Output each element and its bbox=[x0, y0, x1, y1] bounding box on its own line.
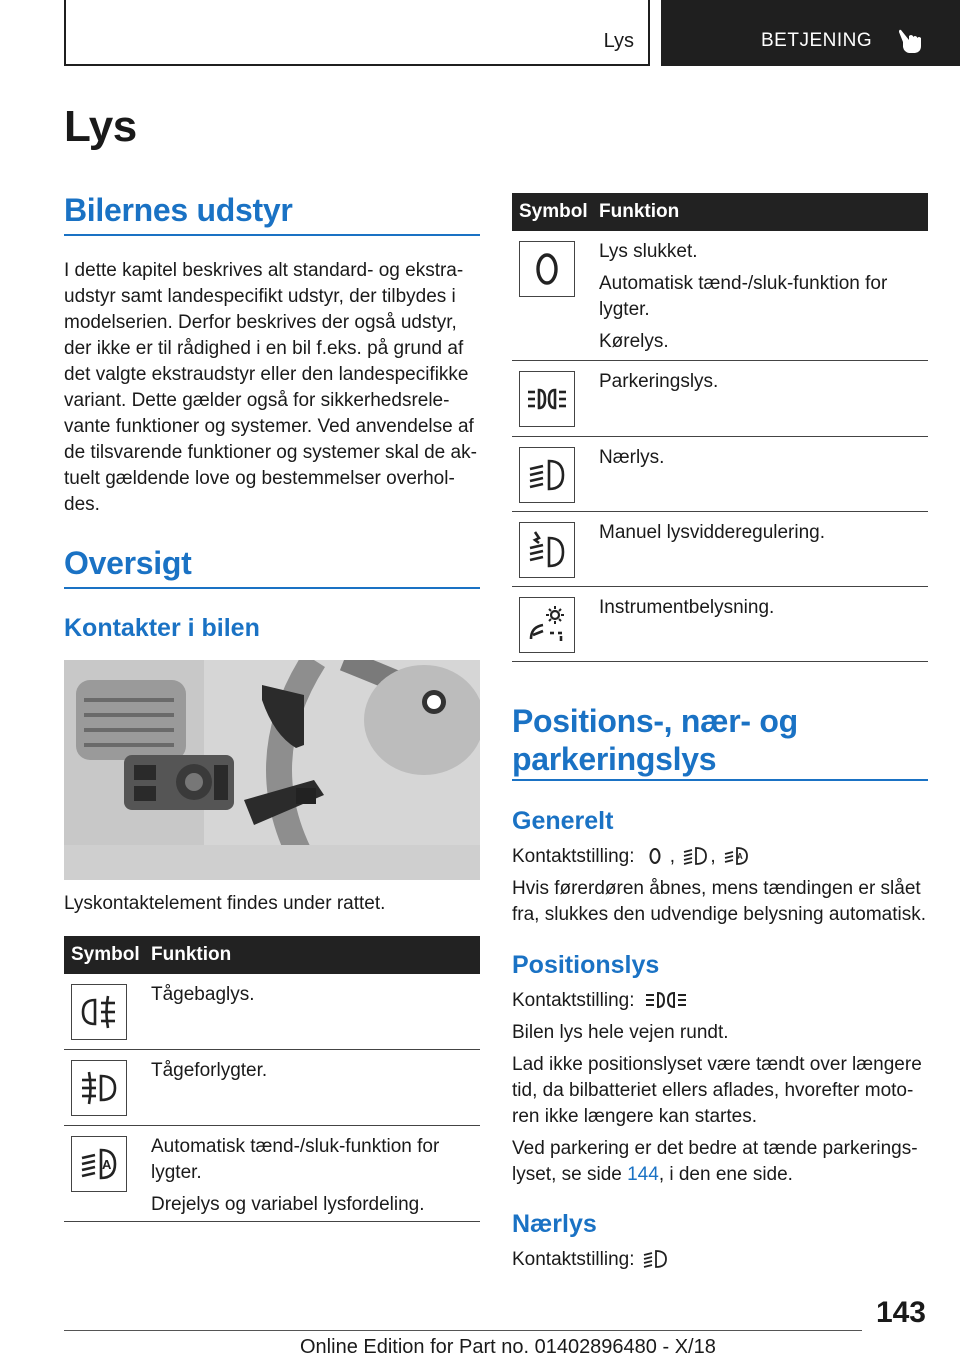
function-text: Tågeforlygter. bbox=[151, 1060, 268, 1081]
auto-headlight-icon bbox=[723, 845, 749, 867]
heading-generelt: Generelt bbox=[512, 807, 614, 835]
rear-fog-light-icon bbox=[71, 984, 127, 1040]
svg-text:A: A bbox=[736, 852, 743, 861]
function-text: Tågebaglys. bbox=[151, 984, 255, 1005]
heading-naerlys: Nærlys bbox=[512, 1210, 597, 1238]
header-section-box bbox=[64, 0, 650, 66]
footer-edition: Online Edition for Part no. 01402896480 - X/18 bbox=[300, 1336, 716, 1358]
positionslys-body bbox=[512, 988, 928, 1194]
svg-text:A: A bbox=[102, 1157, 112, 1172]
heading-positionslys: Positionslys bbox=[512, 951, 660, 979]
table-header bbox=[512, 193, 928, 231]
generelt-text: Hvis førerdøren åbnes, mens tændingen er slået fra, slukkes den udvendige belysning automatisk. bbox=[512, 878, 927, 925]
headlight-range-icon bbox=[519, 522, 575, 578]
table-header bbox=[64, 936, 480, 974]
function-text: Parkeringslys. bbox=[599, 371, 719, 392]
low-beam-icon bbox=[519, 447, 575, 503]
function-text: Lys slukket. bbox=[599, 241, 698, 262]
positionslys-text: Ved parkering er det bedre at tænde parkerings-lyset, se side bbox=[512, 1138, 918, 1185]
separator: , bbox=[669, 846, 676, 867]
footer-rule bbox=[64, 1330, 862, 1331]
col-symbol-header: Symbol bbox=[519, 201, 588, 222]
heading-positions bbox=[512, 702, 798, 778]
function-text: Automatisk tænd-/sluk-funktion for lygter. bbox=[151, 1136, 440, 1183]
front-fog-light-icon bbox=[71, 1060, 127, 1116]
positionslys-text: , i den ene side. bbox=[658, 1164, 793, 1185]
table-row bbox=[512, 361, 928, 437]
heading-rule bbox=[64, 587, 480, 589]
col-function-header: Funktion bbox=[599, 201, 680, 222]
header-section-title: Lys bbox=[603, 30, 634, 52]
heading-rule bbox=[64, 234, 480, 236]
low-beam-icon bbox=[642, 1248, 668, 1270]
function-text: Manuel lysvidderegulering. bbox=[599, 522, 826, 543]
instrument-lighting-icon bbox=[519, 597, 575, 653]
generelt-body bbox=[512, 844, 928, 934]
intro-paragraph: I dette kapitel beskrives alt standard- og ekstra-udstyr samt landespecifikt udstyr, der tilbydes i modelserien. Derfor beskrives der også udstyr, der ikke er til rådighed i en bil f.eks. på grund af det valgte ekstraudstyr eller den landespecifikke variant. Dette gælder også for sikkerhedsrele-vante funktioner og systemer. Ved anvendelse af de tilsvarende funktioner og systemer skal de ak-tuelt gældende love og bestemmelser overhol-des. bbox=[64, 260, 477, 515]
table-row bbox=[512, 587, 928, 662]
separator: , bbox=[710, 846, 716, 867]
function-text: Automatisk tænd-/sluk-funktion for lygter. bbox=[599, 273, 888, 320]
table-row bbox=[512, 437, 928, 512]
zero-position-icon bbox=[519, 241, 575, 297]
col-symbol-header: Symbol bbox=[71, 944, 140, 965]
parking-light-icon bbox=[519, 371, 575, 427]
symbol-table-right bbox=[512, 193, 928, 662]
auto-headlight-icon bbox=[71, 1136, 127, 1192]
kontakt-label: Kontaktstilling: bbox=[512, 846, 635, 867]
heading-line: Positions-, nær- og bbox=[512, 703, 798, 739]
low-beam-icon bbox=[682, 845, 708, 867]
function-text: Nærlys. bbox=[599, 447, 665, 468]
parking-light-icon bbox=[642, 989, 690, 1011]
kontakt-label: Kontaktstilling: bbox=[512, 990, 635, 1011]
header-chapter-box bbox=[661, 0, 960, 66]
function-text: Drejelys og variabel lysfordeling. bbox=[151, 1194, 425, 1215]
function-text: Instrumentbelysning. bbox=[599, 597, 775, 618]
heading-rule bbox=[512, 779, 928, 781]
kontakt-label: Kontaktstilling: bbox=[512, 1249, 635, 1270]
table-row bbox=[64, 1050, 480, 1126]
naerlys-body bbox=[512, 1247, 928, 1279]
positionslys-text: Lad ikke positionslyset være tændt over længere tid, da bilbatteriet ellers aflades, hvorefter moto-ren ikke længere kan startes. bbox=[512, 1054, 922, 1127]
heading-oversigt: Oversigt bbox=[64, 545, 192, 581]
table-row bbox=[512, 512, 928, 587]
table-row bbox=[64, 1126, 480, 1222]
positionslys-text: Bilen lys hele vejen rundt. bbox=[512, 1022, 729, 1043]
col-function-header: Funktion bbox=[151, 944, 232, 965]
heading-kontakter: Kontakter i bilen bbox=[64, 614, 260, 642]
photo-caption: Lyskontaktelement findes under rattet. bbox=[64, 893, 386, 914]
heading-bilernes-udstyr: Bilernes udstyr bbox=[64, 192, 293, 228]
table-row bbox=[512, 231, 928, 361]
symbol-table-left bbox=[64, 936, 480, 1222]
function-text: Kørelys. bbox=[599, 331, 669, 352]
page-link-144[interactable]: 144 bbox=[627, 1164, 659, 1185]
page-number: 143 bbox=[875, 1296, 926, 1329]
light-switch-photo bbox=[64, 660, 480, 880]
zero-position-icon bbox=[642, 845, 668, 867]
table-row bbox=[64, 974, 480, 1050]
header-chapter-title: BETJENING bbox=[761, 30, 873, 51]
heading-line: parkeringslys bbox=[512, 741, 717, 777]
pointing-hand-icon bbox=[897, 28, 925, 54]
page-title: Lys bbox=[64, 102, 137, 151]
